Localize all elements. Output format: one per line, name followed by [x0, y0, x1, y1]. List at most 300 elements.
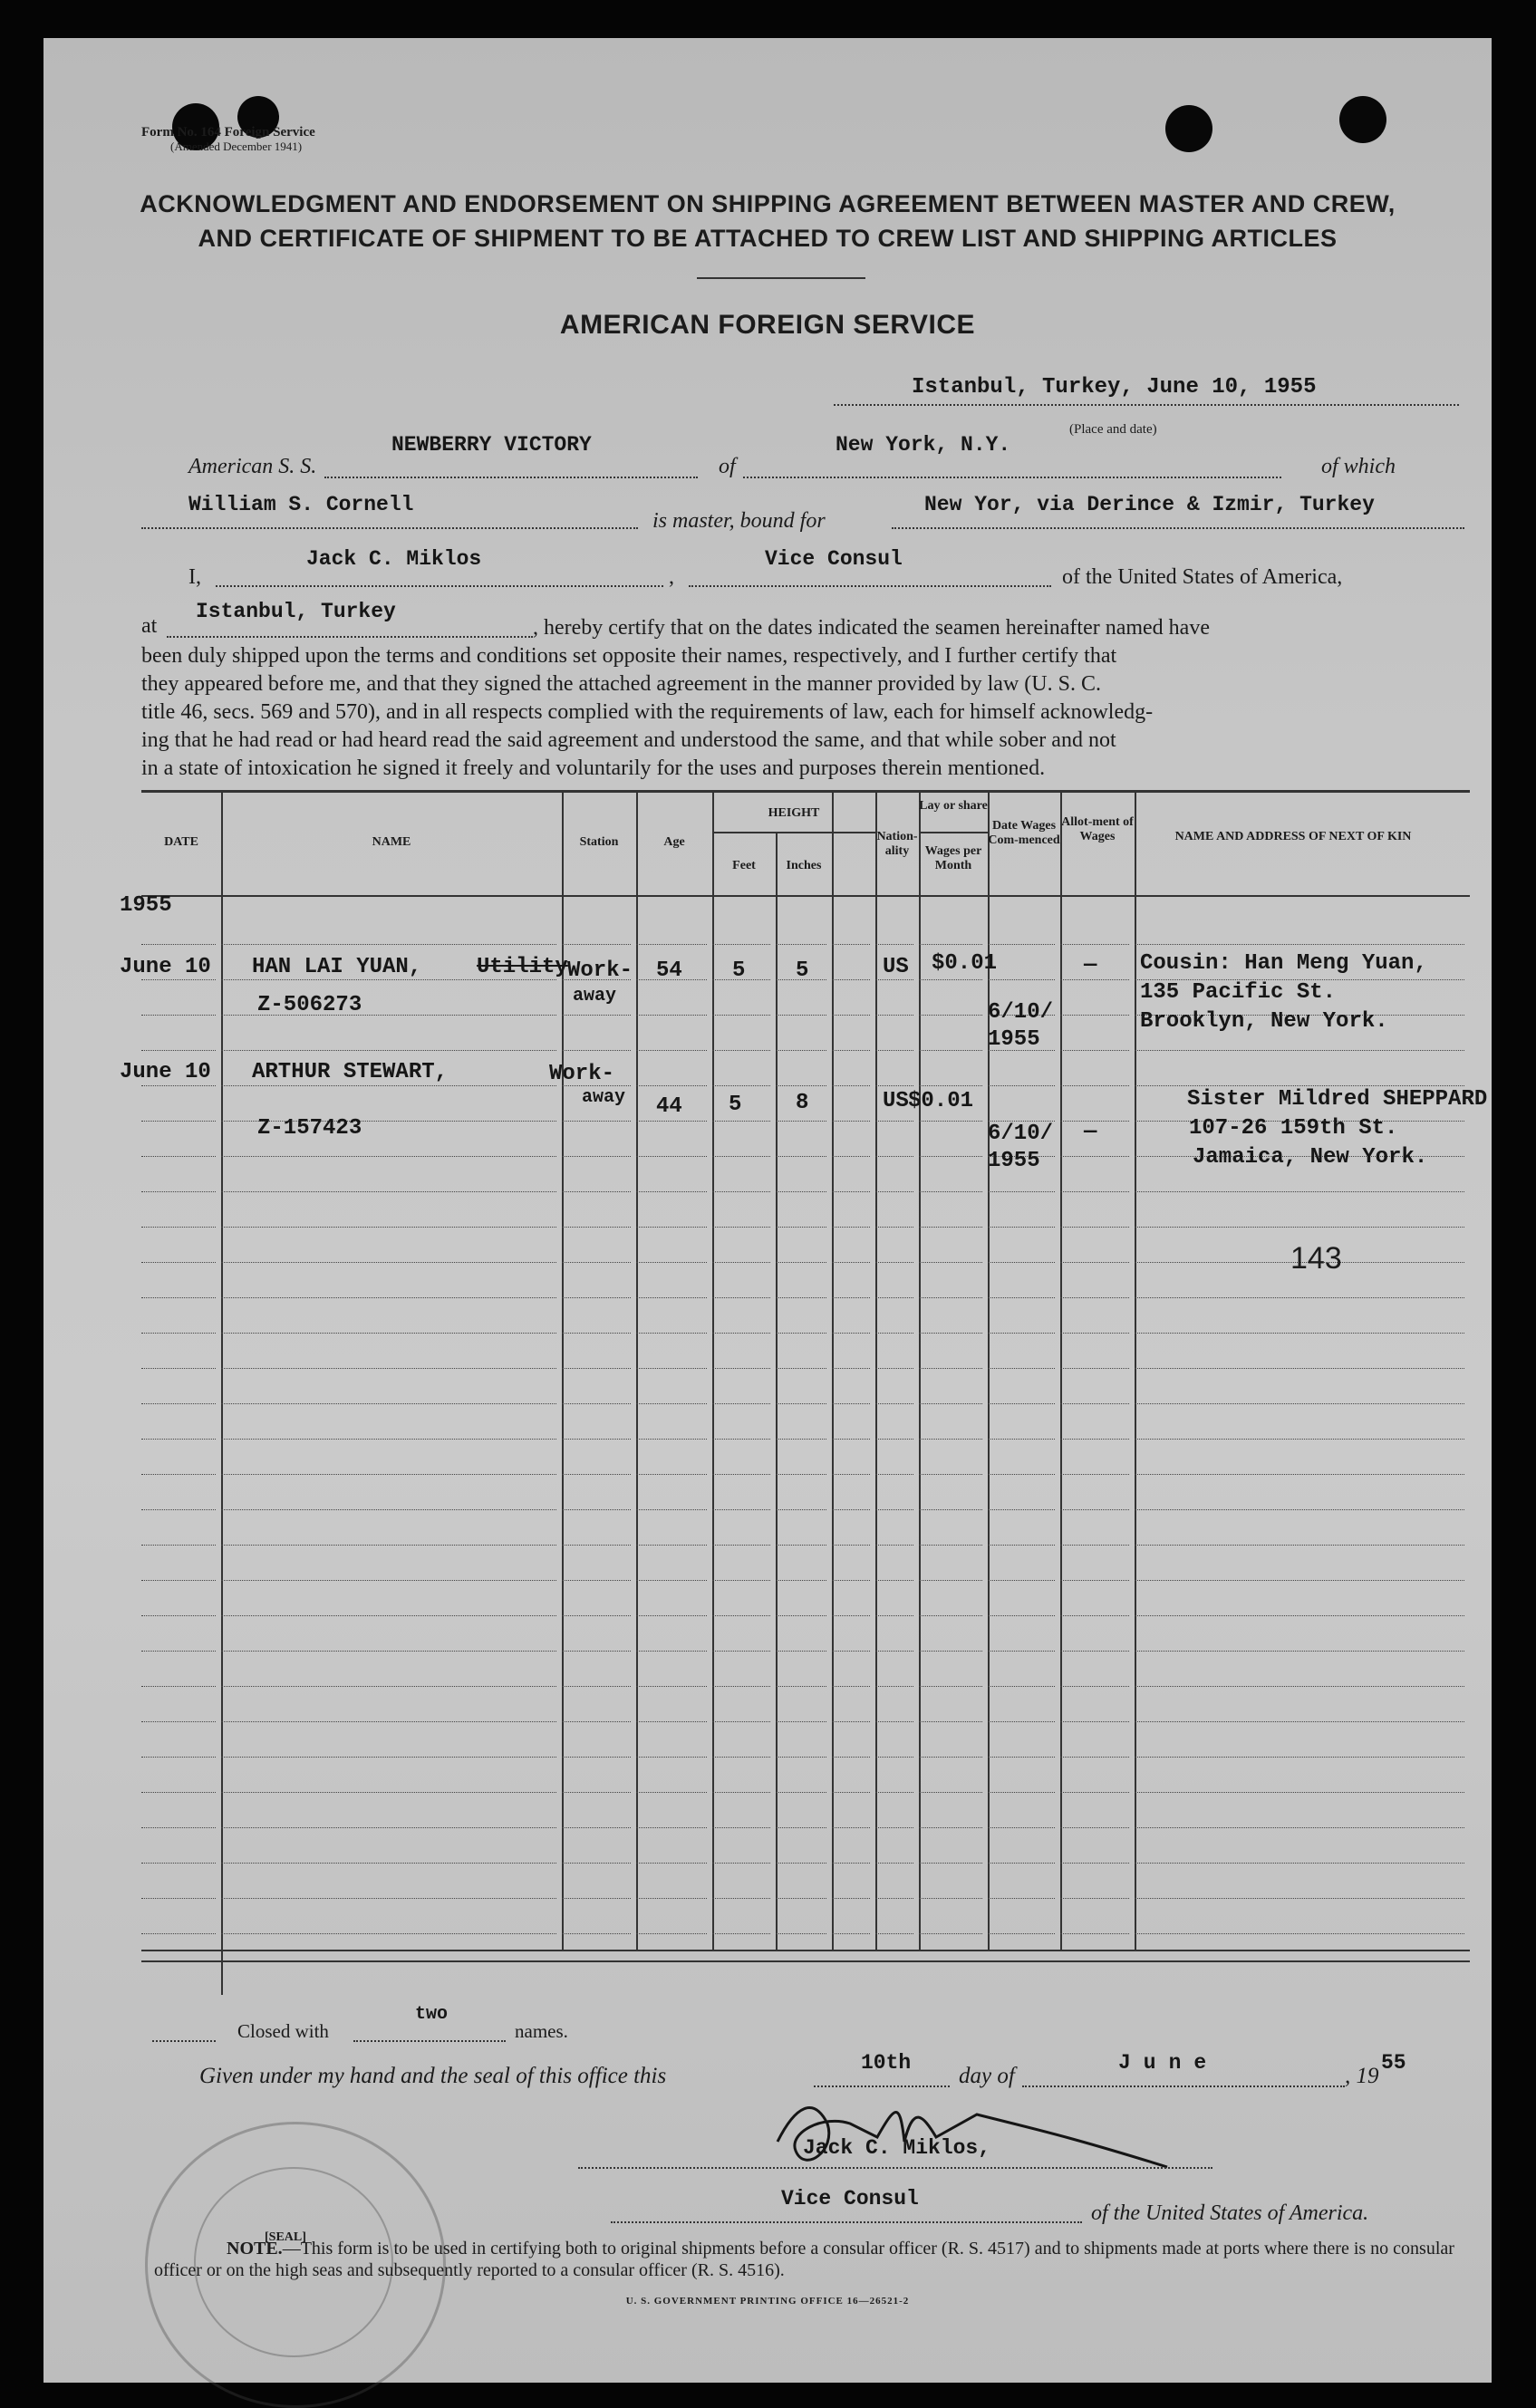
punch-hole-right	[1165, 105, 1212, 152]
table-rule-line	[141, 1933, 216, 1934]
row1-kin-1: Cousin: Han Meng Yuan,	[1140, 951, 1427, 976]
table-rule-line	[875, 1898, 913, 1899]
table-rule-line	[562, 1333, 631, 1334]
lay-sub-rule	[919, 832, 988, 833]
table-rule-line	[1135, 1651, 1464, 1652]
table-rule-line	[141, 1757, 216, 1758]
table-rule-line	[1060, 1262, 1129, 1263]
table-rule-line	[1060, 1227, 1129, 1228]
table-rule-line	[875, 1686, 913, 1687]
table-rule-line	[919, 1297, 982, 1298]
table-rule-line	[776, 1898, 826, 1899]
table-rule-line	[636, 1651, 707, 1652]
table-rule-line	[141, 1085, 216, 1086]
table-rule-line	[875, 1615, 913, 1616]
month-value: June	[1118, 2051, 1220, 2075]
row1-date: June 10	[120, 955, 211, 979]
table-rule-line	[141, 1121, 216, 1122]
header-lay: Lay or share	[919, 799, 988, 813]
table-rule-line	[141, 1156, 216, 1157]
col-sep-allot	[1060, 790, 1062, 1950]
table-rule-line	[221, 1545, 556, 1546]
table-rule-line	[141, 1439, 216, 1440]
table-rule-line	[221, 1686, 556, 1687]
col-sep-date	[221, 790, 223, 1995]
table-rule-line	[1135, 1580, 1464, 1581]
table-rule-line	[636, 1545, 707, 1546]
table-rule-line	[1060, 1898, 1129, 1899]
table-rule-line	[562, 1757, 631, 1758]
page-number: 143	[1290, 1241, 1342, 1276]
vessel-name: NEWBERRY VICTORY	[391, 433, 592, 457]
table-rule-line	[636, 1050, 707, 1051]
master-line	[141, 527, 638, 529]
table-rule-line	[832, 1580, 870, 1581]
table-rule-line	[875, 1297, 913, 1298]
table-rule-line	[988, 1297, 1055, 1298]
master-label: is master, bound for	[652, 509, 826, 533]
table-rule-line	[776, 1403, 826, 1404]
table-rule-line	[636, 1863, 707, 1864]
row2-allotment: —	[1084, 1120, 1097, 1144]
table-rule-line	[875, 1439, 913, 1440]
table-rule-line	[562, 1191, 631, 1192]
table-rule-line	[1135, 1545, 1464, 1546]
table-rule-line	[712, 1121, 770, 1122]
row1-name-struck: Utility	[477, 955, 568, 979]
table-rule-line	[221, 944, 556, 945]
table-rule-line	[988, 1898, 1055, 1899]
table-rule-line	[221, 1297, 556, 1298]
table-rule-line	[875, 1403, 913, 1404]
table-year: 1955	[120, 893, 172, 918]
table-rule-line	[141, 1721, 216, 1722]
table-rule-line	[875, 1721, 913, 1722]
table-rule-line	[832, 1191, 870, 1192]
table-rule-line	[919, 1121, 982, 1122]
table-rule-line	[988, 1368, 1055, 1369]
table-rule-line	[141, 1545, 216, 1546]
table-rule-line	[875, 1368, 913, 1369]
table-rule-line	[988, 1085, 1055, 1086]
row1-nationality: US	[883, 955, 909, 979]
row2-date-commenced-1: 6/10/	[988, 1122, 1054, 1146]
table-rule-line	[636, 1227, 707, 1228]
table-rule-line	[712, 1439, 770, 1440]
row2-age: 44	[656, 1094, 682, 1119]
table-rule-line	[919, 1686, 982, 1687]
printer-line: U. S. GOVERNMENT PRINTING OFFICE 16—26521-2	[625, 2296, 910, 2307]
table-rule-line	[919, 1191, 982, 1192]
table-rule-line	[919, 1721, 982, 1722]
table-rule-line	[776, 1686, 826, 1687]
table-rule-line	[919, 1615, 982, 1616]
table-rule-line	[988, 1757, 1055, 1758]
closed-left-line	[152, 2040, 216, 2042]
table-rule-line	[776, 1474, 826, 1475]
title-line	[611, 2221, 1082, 2223]
table-rule-line	[562, 944, 631, 945]
table-rule-line	[562, 1651, 631, 1652]
col-sep-wages	[919, 790, 921, 1950]
table-rule-line	[875, 1933, 913, 1934]
table-rule-line	[988, 1403, 1055, 1404]
row1-wages: $0.01	[932, 951, 998, 976]
closed-count-line	[353, 2040, 506, 2042]
table-rule-line	[832, 1156, 870, 1157]
vessel-line	[324, 477, 698, 478]
year-suffix: 55	[1381, 2051, 1406, 2075]
table-rule-line	[832, 1085, 870, 1086]
table-rule-line	[221, 1050, 556, 1051]
header-inches: Inches	[786, 859, 822, 872]
row1-date-commenced-2: 1955	[988, 1027, 1040, 1052]
table-rule-line	[988, 1651, 1055, 1652]
table-rule-line	[875, 1580, 913, 1581]
table-rule-line	[636, 1121, 707, 1122]
table-rule-line	[141, 1050, 216, 1051]
table-rule-line	[832, 1863, 870, 1864]
place-date-value: Istanbul, Turkey, June 10, 1955	[912, 375, 1317, 400]
table-rule-line	[832, 1509, 870, 1510]
table-rule-line	[712, 1050, 770, 1051]
table-rule-line	[776, 1615, 826, 1616]
table-rule-line	[832, 1827, 870, 1828]
table-rule-line	[562, 1227, 631, 1228]
table-rule-line	[919, 944, 982, 945]
row2-nationality: US	[883, 1089, 909, 1113]
table-bottom-rule	[141, 1950, 1470, 1951]
table-rule-line	[636, 1015, 707, 1016]
table-rule-line	[875, 1333, 913, 1334]
table-rule-line	[776, 1509, 826, 1510]
table-rule-line	[562, 1827, 631, 1828]
table-rule-line	[712, 1085, 770, 1086]
table-rule-line	[875, 1863, 913, 1864]
table-rule-line	[141, 944, 216, 945]
table-rule-line	[1135, 1721, 1464, 1722]
header-date: DATE	[164, 835, 198, 849]
table-rule-line	[221, 1227, 556, 1228]
table-rule-line	[636, 1156, 707, 1157]
year-prefix: , 19	[1345, 2064, 1379, 2088]
table-rule-line	[221, 1615, 556, 1616]
table-rule-line	[776, 1156, 826, 1157]
table-rule-line	[919, 1933, 982, 1934]
table-rule-line	[1060, 1721, 1129, 1722]
table-rule-line	[1135, 1933, 1464, 1934]
form-title-line-2: AND CERTIFICATE OF SHIPMENT TO BE ATTACHED TO CREW LIST AND SHIPPING ARTICLES	[198, 225, 1338, 252]
table-rule-line	[1135, 1085, 1464, 1086]
footer-of-us: of the United States of America.	[1091, 2201, 1369, 2225]
table-rule-line	[562, 1403, 631, 1404]
row2-date-commenced-2: 1955	[988, 1149, 1040, 1173]
vessel-prefix: American S. S.	[188, 455, 317, 478]
table-rule-line	[988, 1439, 1055, 1440]
table-rule-line	[832, 1439, 870, 1440]
table-rule-line	[562, 1121, 631, 1122]
row2-station-2: away	[582, 1087, 626, 1108]
table-rule-line	[712, 1651, 770, 1652]
row2-date: June 10	[120, 1060, 211, 1084]
table-rule-line	[832, 1721, 870, 1722]
table-rule-line	[712, 944, 770, 945]
table-rule-line	[832, 1262, 870, 1263]
table-rule-line	[221, 1439, 556, 1440]
table-rule-line	[562, 1015, 631, 1016]
table-rule-line	[712, 1403, 770, 1404]
table-rule-line	[712, 1545, 770, 1546]
certify-text-6: in a state of intoxication he signed it freely and voluntarily for the uses and purposes therein mentioned.	[141, 756, 1046, 780]
table-rule-line	[1135, 944, 1464, 945]
table-rule-line	[988, 1792, 1055, 1793]
officer-title-line	[689, 585, 1051, 587]
table-rule-line	[1060, 944, 1129, 945]
table-rule-line	[636, 1085, 707, 1086]
table-rule-line	[1060, 1368, 1129, 1369]
table-rule-line	[776, 1015, 826, 1016]
table-rule-line	[562, 1898, 631, 1899]
col-sep-inches	[832, 790, 834, 1950]
given-text: Given under my hand and the seal of this office this	[199, 2064, 667, 2088]
table-rule-line	[776, 1368, 826, 1369]
table-rule-line	[562, 1509, 631, 1510]
table-rule-line	[141, 1191, 216, 1192]
table-rule-line	[141, 1686, 216, 1687]
table-rule-line	[832, 1898, 870, 1899]
table-rule-line	[141, 1474, 216, 1475]
table-rule-line	[919, 1333, 982, 1334]
table-rule-line	[1135, 1333, 1464, 1334]
table-rule-line	[712, 1721, 770, 1722]
row1-age: 54	[656, 958, 682, 983]
row1-z-number: Z-506273	[257, 993, 362, 1017]
table-rule-line	[562, 1686, 631, 1687]
table-rule-line	[636, 1580, 707, 1581]
row2-inches: 8	[796, 1091, 809, 1115]
table-rule-line	[1135, 1050, 1464, 1051]
table-rule-line	[141, 1227, 216, 1228]
table-rule-line	[776, 1439, 826, 1440]
table-rule-line	[141, 1827, 216, 1828]
table-rule-line	[141, 1615, 216, 1616]
row1-kin-2: 135 Pacific St.	[1140, 980, 1337, 1005]
col-sep-nat	[875, 790, 877, 1950]
table-rule-line	[221, 1085, 556, 1086]
table-rule-line	[712, 1863, 770, 1864]
row2-name: ARTHUR STEWART,	[252, 1060, 449, 1084]
table-rule-line	[988, 1227, 1055, 1228]
table-rule-line	[919, 1474, 982, 1475]
of-us-label: of the United States of America,	[1062, 565, 1343, 589]
table-rule-line	[832, 1297, 870, 1298]
table-rule-line	[875, 1757, 913, 1758]
table-rule-line	[776, 1333, 826, 1334]
row2-kin-1: Sister Mildred SHEPPARD	[1187, 1087, 1488, 1112]
table-rule-line	[832, 1545, 870, 1546]
table-rule-line	[141, 1580, 216, 1581]
table-rule-line	[712, 1792, 770, 1793]
header-allotment: Allot-ment of Wages	[1061, 815, 1134, 843]
table-rule-line	[776, 1863, 826, 1864]
note-text: —This form is to be used in certifying both to original shipments before a consular officer (R. S. 4517) and to shipments made at ports where there is no consular officer or on the high seas and subsequently reported to a consular officer (R. S. 4516).	[154, 2239, 1454, 2280]
col-sep-station	[636, 790, 638, 1950]
table-rule-line	[1135, 1439, 1464, 1440]
place-date-line	[834, 404, 1459, 406]
home-port-line	[743, 477, 1281, 478]
table-rule-line	[832, 944, 870, 945]
table-rule-line	[875, 1121, 913, 1122]
header-height: HEIGHT	[768, 806, 820, 820]
service-heading: AMERICAN FOREIGN SERVICE	[559, 310, 976, 340]
table-rule-line	[141, 1262, 216, 1263]
table-rule-line	[988, 979, 1055, 980]
table-rule-line	[141, 1792, 216, 1793]
at-label: at	[141, 614, 158, 638]
table-header-rule	[141, 895, 1470, 897]
signer-name: Jack C. Miklos,	[803, 2136, 991, 2160]
table-rule-line	[712, 1615, 770, 1616]
table-rule-line	[919, 1439, 982, 1440]
table-rule-line	[1135, 1898, 1464, 1899]
table-rule-line	[562, 1792, 631, 1793]
table-rule-line	[1060, 1333, 1129, 1334]
table-rule-line	[776, 1721, 826, 1722]
table-rule-line	[562, 1474, 631, 1475]
row1-station-2: away	[573, 986, 617, 1007]
table-rule-line	[875, 1545, 913, 1546]
header-wages: Wages per Month	[924, 844, 982, 872]
table-rule-line	[221, 979, 556, 980]
table-rule-line	[875, 1015, 913, 1016]
table-rule-line	[776, 1050, 826, 1051]
header-age: Age	[663, 835, 685, 849]
certify-text-4: title 46, secs. 569 and 570), and in all respects complied with the requirements of law, each for himself acknowledg-	[141, 700, 1154, 724]
closed-count: two	[415, 2004, 449, 2025]
table-rule-line	[919, 1509, 982, 1510]
table-rule-line	[988, 1333, 1055, 1334]
table-rule-line	[712, 1827, 770, 1828]
table-rule-line	[919, 1156, 982, 1157]
table-rule-line	[1060, 1757, 1129, 1758]
table-rule-line	[988, 1191, 1055, 1192]
table-rule-line	[832, 1651, 870, 1652]
table-rule-line	[141, 1651, 216, 1652]
of-which-label: of which	[1321, 455, 1396, 478]
table-rule-line	[776, 1580, 826, 1581]
names-label: names.	[515, 2020, 568, 2042]
table-rule-line	[988, 1580, 1055, 1581]
table-rule-line	[988, 1509, 1055, 1510]
table-rule-line	[636, 1403, 707, 1404]
table-rule-line	[712, 1262, 770, 1263]
table-rule-line	[221, 1509, 556, 1510]
officer-name: Jack C. Miklos	[306, 547, 482, 571]
table-rule-line	[141, 1863, 216, 1864]
table-rule-line	[776, 1827, 826, 1828]
table-rule-line	[636, 1615, 707, 1616]
table-rule-line	[636, 1509, 707, 1510]
table-rule-line	[1060, 1827, 1129, 1828]
certify-text-5: ing that he had read or had heard read the said agreement and understood the same, and that while sober and not	[141, 728, 1116, 752]
closed-with-label: Closed with	[237, 2020, 329, 2042]
table-rule-line	[141, 1015, 216, 1016]
certify-text-3: they appeared before me, and that they signed the attached agreement in the manner provided by law (U. S. C.	[141, 672, 1101, 696]
row1-station-1: Work-	[567, 958, 633, 983]
title-rule	[697, 277, 865, 279]
col-sep-feet	[776, 832, 778, 1950]
table-rule-line	[919, 1403, 982, 1404]
of-label: of	[719, 455, 736, 478]
day-value: 10th	[861, 2051, 912, 2075]
table-rule-line	[875, 1474, 913, 1475]
table-rule-line	[712, 1191, 770, 1192]
table-rule-line	[1060, 1686, 1129, 1687]
row2-kin-3: Jamaica, New York.	[1193, 1145, 1428, 1170]
table-rule-line	[712, 1898, 770, 1899]
table-rule-line	[919, 1227, 982, 1228]
table-rule-line	[636, 1439, 707, 1440]
table-rule-line	[221, 1792, 556, 1793]
table-rule-line	[832, 1015, 870, 1016]
table-rule-line	[636, 1933, 707, 1934]
table-rule-line	[712, 1580, 770, 1581]
table-rule-line	[221, 1333, 556, 1334]
place-date-caption: (Place and date)	[1069, 422, 1157, 437]
signer-title: Vice Consul	[781, 2187, 919, 2211]
row1-inches: 5	[796, 958, 809, 983]
table-rule-line	[712, 1368, 770, 1369]
table-rule-line	[832, 1333, 870, 1334]
table-rule-line	[875, 1050, 913, 1051]
table-rule-line	[832, 1050, 870, 1051]
table-rule-line	[562, 1863, 631, 1864]
table-rule-line	[1135, 1686, 1464, 1687]
table-rule-line	[832, 1121, 870, 1122]
table-rule-line	[1060, 1863, 1129, 1864]
table-rule-line	[562, 1615, 631, 1616]
table-rule-line	[832, 979, 870, 980]
table-rule-line	[832, 1757, 870, 1758]
table-rule-line	[221, 1368, 556, 1369]
table-rule-line	[919, 1085, 982, 1086]
table-rule-line	[712, 1227, 770, 1228]
table-rule-line	[1135, 1827, 1464, 1828]
table-rule-line	[919, 1050, 982, 1051]
officer-name-line	[216, 585, 663, 587]
table-rule-line	[636, 1721, 707, 1722]
table-rule-line	[562, 1439, 631, 1440]
col-sep-kin	[1135, 790, 1136, 1950]
table-rule-line	[636, 1792, 707, 1793]
table-rule-line	[919, 1863, 982, 1864]
col-sep-age	[712, 790, 714, 1950]
table-rule-line	[988, 1474, 1055, 1475]
header-date-wages: Date Wages Com-menced	[988, 819, 1060, 847]
table-rule-line	[221, 1898, 556, 1899]
table-rule-line	[1135, 1191, 1464, 1192]
table-rule-line	[919, 1898, 982, 1899]
table-rule-line	[1060, 1439, 1129, 1440]
form-number: Form No. 164 Foreign Service	[141, 125, 315, 140]
table-rule-line	[221, 1933, 556, 1934]
table-rule-line	[1060, 1191, 1129, 1192]
table-rule-line	[988, 1545, 1055, 1546]
table-rule-line	[712, 1333, 770, 1334]
table-rule-line	[221, 1863, 556, 1864]
master-name: William S. Cornell	[188, 493, 414, 516]
table-rule-line	[712, 1757, 770, 1758]
